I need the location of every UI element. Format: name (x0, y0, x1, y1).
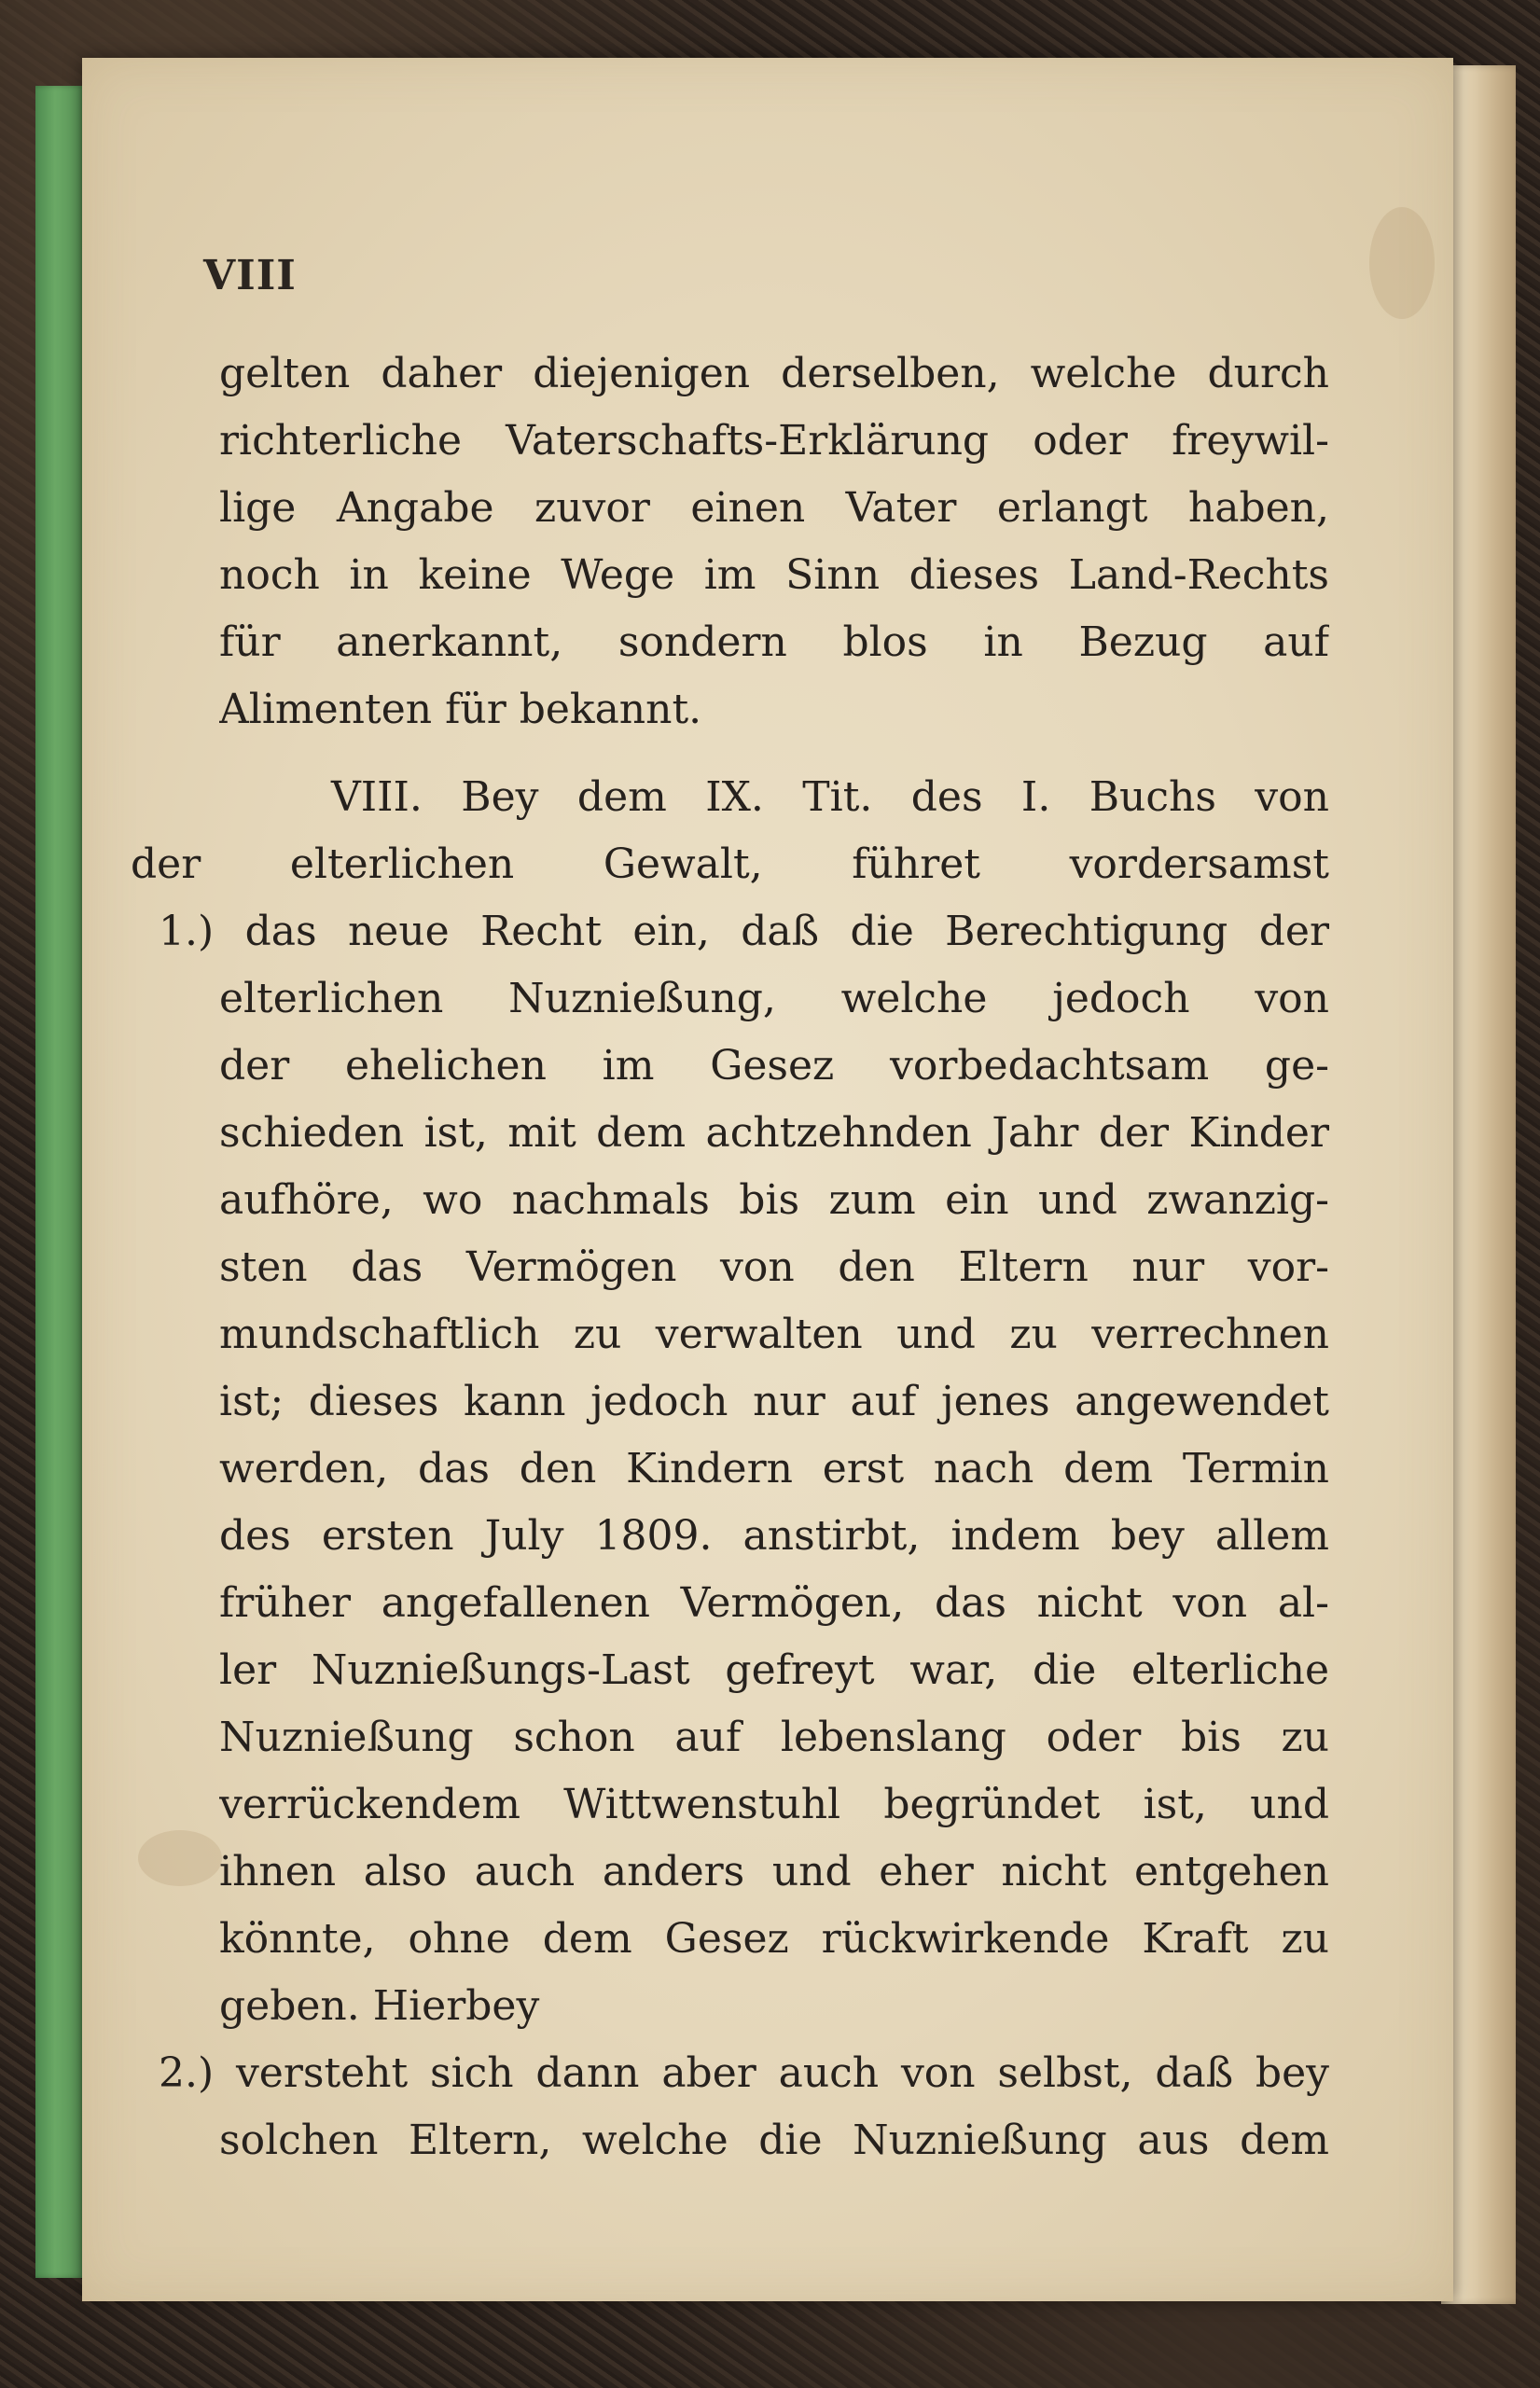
text-line: könnte, ohne dem Gesez rückwirkende Kraft zu (219, 1915, 1329, 1963)
text-line: sten das Vermögen von den Eltern nur vor- (219, 1243, 1329, 1291)
text-line: aufhöre, wo nachmals bis zum ein und zwanzig- (219, 1176, 1329, 1224)
text-line: früher angefallenen Vermögen, das nicht von al- (219, 1579, 1329, 1627)
text-line: Alimenten für bekannt. (219, 686, 702, 733)
text-line: ler Nuznießungs-Last gefreyt war, die elterliche (219, 1646, 1329, 1694)
text-line: für anerkannt, sondern blos in Bezug auf (219, 618, 1329, 666)
section-heading-line: VIII. Bey dem IX. Tit. des I. Buchs von (331, 773, 1329, 821)
list-item-line: 2.) versteht sich dann aber auch von selbst, daß bey (159, 2049, 1329, 2097)
text-line: elterlichen Nuznießung, welche jedoch von (219, 975, 1329, 1022)
page-number: VIII (203, 252, 297, 299)
text-line: gelten daher diejenigen derselben, welche durch (219, 350, 1329, 397)
body-text (131, 340, 1329, 2174)
text-line: Nuznießung schon auf lebenslang oder bis zu (219, 1714, 1329, 1761)
text-line: geben. Hierbey (219, 1982, 540, 2030)
text-line: ihnen also auch anders und eher nicht entgehen (219, 1848, 1329, 1895)
text-line: werden, das den Kindern erst nach dem Termin (219, 1445, 1329, 1492)
text-line: mundschaftlich zu verwalten und zu verrechnen (219, 1311, 1329, 1358)
text-line: lige Angabe zuvor einen Vater erlangt haben, (219, 484, 1329, 532)
text-line: der ehelichen im Gesez vorbedachtsam ge- (219, 1042, 1329, 1090)
text-line: noch in keine Wege im Sinn dieses Land-Rechts (219, 551, 1329, 599)
text-line: des ersten July 1809. anstirbt, indem bey allem (219, 1512, 1329, 1560)
paragraph-gap (219, 743, 1329, 764)
text-line: solchen Eltern, welche die Nuznießung aus dem (219, 2117, 1329, 2164)
paper-stain (1369, 207, 1435, 319)
text-line: ist; dieses kann jedoch nur auf jenes angewendet (219, 1378, 1329, 1425)
paper-stain (138, 1830, 222, 1886)
text-line: der elterlichen Gewalt, führet vordersamst (131, 840, 1329, 888)
text-line: verrückendem Wittwenstuhl begründet ist, und (219, 1781, 1329, 1828)
list-item-line: 1.) das neue Recht ein, daß die Berechtigung der (159, 908, 1329, 955)
text-line: schieden ist, mit dem achtzehnden Jahr der Kinder (219, 1109, 1329, 1157)
text-line: richterliche Vaterschafts-Erklärung oder freywil- (219, 417, 1329, 465)
green-binding-strip (35, 86, 84, 2278)
